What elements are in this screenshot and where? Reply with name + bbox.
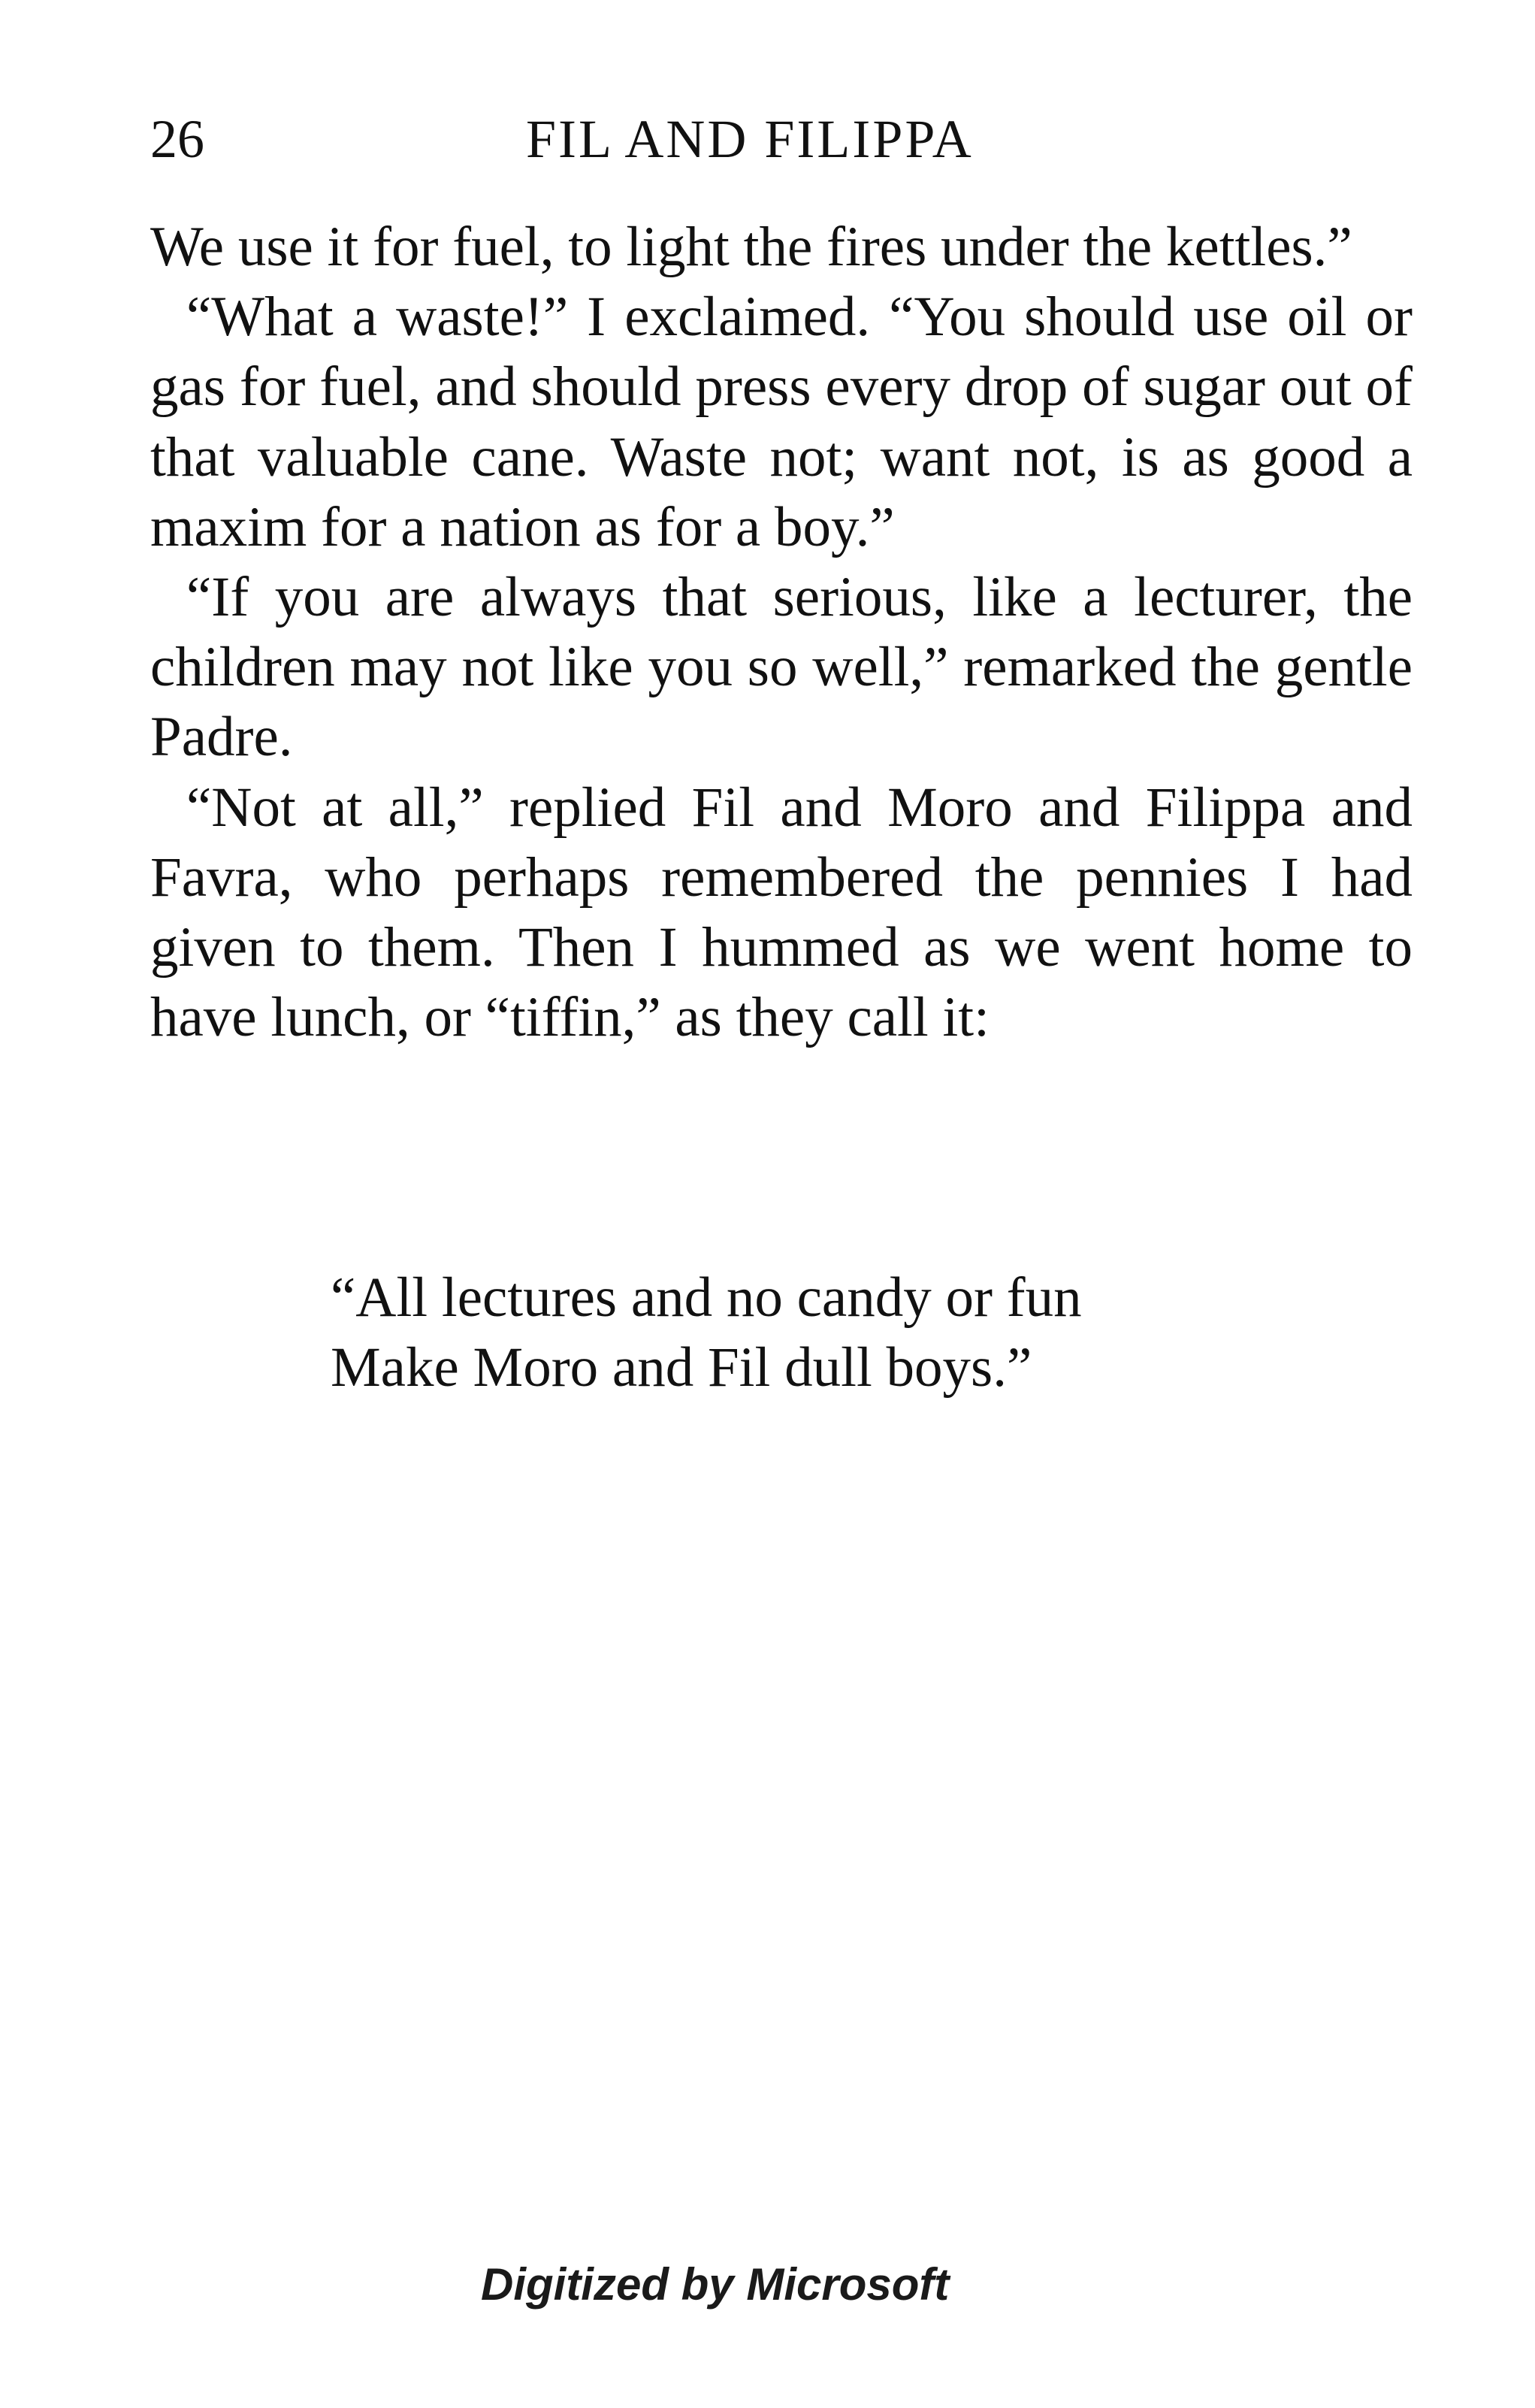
paragraph: “Not at all,” replied Fil and Moro and Filippa and Favra, who perhaps remembered the pennies I had given to them. Then I hummed as we went home to have lunch, or “tiffin,” as they call it: [150, 776, 1413, 1049]
page-header [150, 105, 1413, 173]
paragraph: “If you are always that serious, like a lecturer, the children may not like you so well,” remarked the gentle Padre. [150, 566, 1413, 769]
verse-line: Make Moro and Fil dull boys.” [331, 1336, 1032, 1399]
body-text [150, 212, 1413, 1052]
running-title: FIL AND FILIPPA [526, 109, 974, 169]
digitization-watermark: Digitized by Microsoft [481, 2259, 950, 2310]
verse-quote [331, 1263, 1082, 1402]
paragraph: We use it for fuel, to light the fires under the kettles.” [150, 216, 1352, 278]
verse-line: “All lectures and no candy or fun [331, 1266, 1082, 1329]
paragraph: “What a waste!” I exclaimed. “You should use oil or gas for fuel, and should press every drop of sugar out of that valuable cane. Waste not; want not, is as good a maxim for a nation as for a boy.” [150, 286, 1413, 558]
page-number: 26 [150, 109, 204, 169]
